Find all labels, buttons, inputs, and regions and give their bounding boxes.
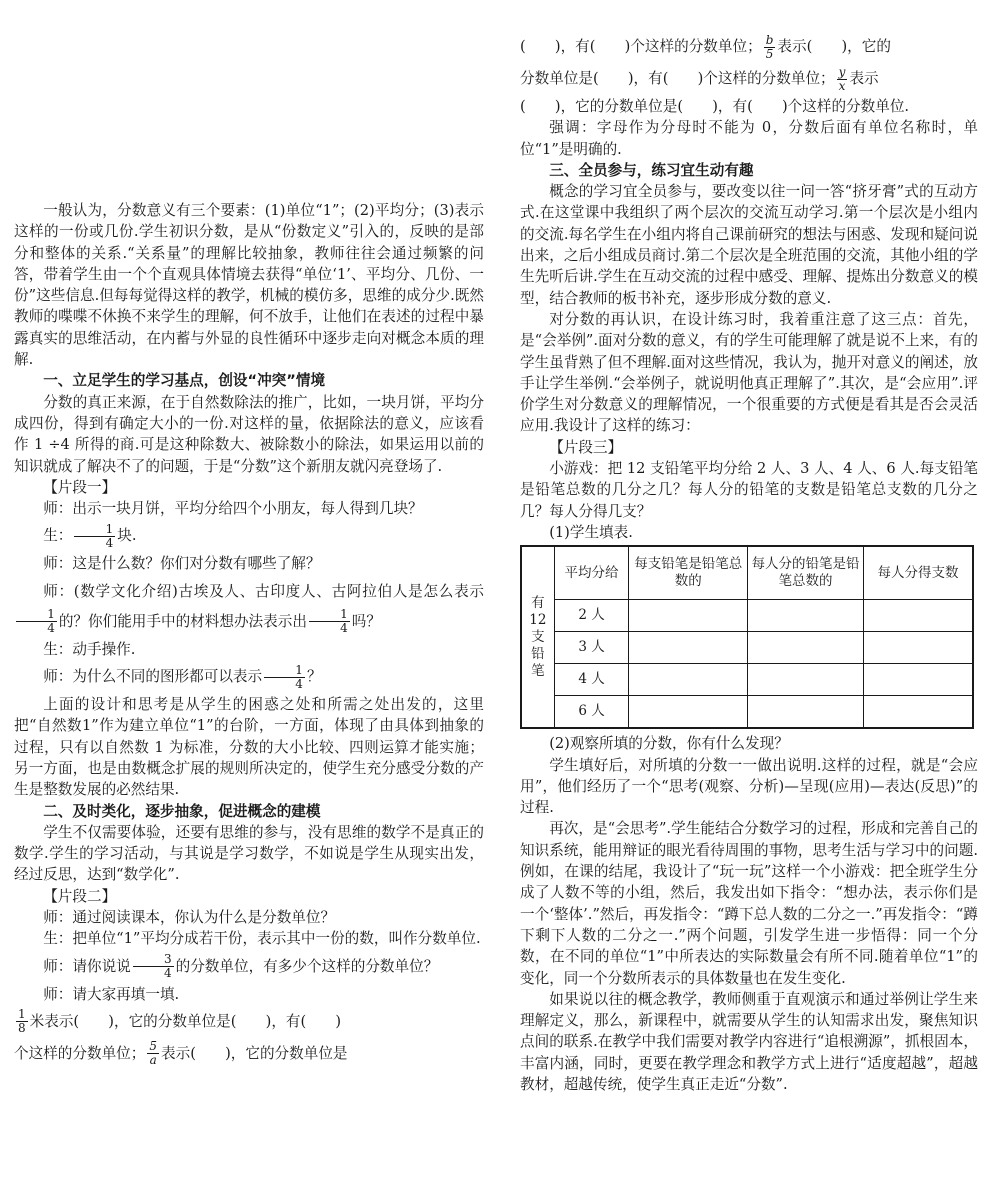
fraction: $\frac{3}{4}$ <box>133 953 174 980</box>
segment-label-3: 【片段三】 <box>549 438 623 456</box>
exercise-line: ( )，有( )个这样的分数单位； $\frac{b}{5}$ 表示( )，它的 <box>520 32 891 61</box>
paragraph: 分数的真正来源，在于自然数除法的推广，比如，一块月饼，平均分成四份，得到有确定大小的一份.对这样的量，依据除法的意义，应该看作 1 ÷4 所得的商.可是这种除数大、被除数小的除法，如果运用以前的知识就成了解决不了的问题，于是“分数”这个新朋友就闪亮登场了. <box>14 393 484 475</box>
table-row <box>521 664 973 696</box>
left-column <box>14 200 484 1071</box>
exercise-line: 个这样的分数单位； $\frac{5}{a}$ 表示( )，它的分数单位是 <box>14 1039 348 1068</box>
dialogue-line: 师：为什么不同的图形都可以表示 $\frac{1}{4}$ ？ <box>43 662 322 691</box>
dialogue-line: 师：出示一块月饼，平均分给四个小朋友，每人得到几块？ <box>43 500 423 518</box>
dialogue-line: 生：动手操作. <box>43 640 136 658</box>
exercise-line: ( )，它的分数单位是( )，有( )个这样的分数单位. <box>520 98 910 115</box>
table-cell <box>863 632 973 664</box>
section-heading-1: 一、立足学生的学习基点，创设“冲突”情境 <box>43 372 326 390</box>
table-cell <box>748 696 864 729</box>
fraction: $\frac{1}{4}$ <box>264 664 305 691</box>
table-header-row <box>521 546 973 600</box>
table-cell <box>748 664 864 696</box>
paragraph: 再次，是“会思考”.学生能结合分数学习的过程，形成和完善自己的知识系统，能用辩证的眼光看待周围的事物，思考生活与学习中的问题.例如，在课的结尾，我设计了“玩一玩”这样一个小游戏：把全班学生分成了人数不等的小组，然后，我发出如下指令：“想办法，表示你们是一个‘整体’.”然后，再发指令：“蹲下总人数的二分之一.”再发指令：“蹲下剩下人数的二分之一.”两个问题，引发学生进一步悟得：同一个分数，在不同的单位“1”中所表达的实际数量会有所不同.随着单位“1”的变化，同一个分数所表示的具体数量也在发生变化. <box>520 820 978 987</box>
fraction: $\frac{1}{4}$ <box>74 523 115 550</box>
table-row <box>521 600 973 632</box>
table-cell <box>748 632 864 664</box>
table-side-label: 有 12 支 铅 笔 <box>521 546 554 728</box>
table-header: 平均分给 <box>554 546 629 600</box>
dialogue-line: 师：这是什么数？你们对分数有哪些了解？ <box>43 555 321 573</box>
question-2: (2)观察所填的分数，你有什么发现？ <box>549 735 789 753</box>
dialogue-line: 生： $\frac{1}{4}$ 块. <box>43 521 137 550</box>
dialogue-line: 师：通过阅读课本，你认为什么是分数单位？ <box>43 909 336 927</box>
fraction: $\frac{1}{8}$ <box>18 1007 26 1036</box>
segment-label-2: 【片段二】 <box>43 887 117 905</box>
table-cell <box>863 600 973 632</box>
exercise-line: 分数单位是( )，有( )个这样的分数单位； $\frac{y}{x}$ 表示 <box>520 64 879 93</box>
dialogue-line: 师：请你说说 $\frac{3}{4}$ 的分数单位，有多少个这样的分数单位？ <box>43 952 439 981</box>
table-cell <box>863 664 973 696</box>
fraction: $\frac{5}{a}$ <box>149 1039 157 1068</box>
game-description: 小游戏：把 12 支铅笔平均分给 2 人、3 人、4 人、6 人.每支铅笔是铅笔总数的几分之几？每人分的铅笔的支数是铅笔总支数的几分之几？每人分得几支？ <box>520 460 978 520</box>
table-cell <box>629 632 748 664</box>
emphasis-note: 强调：字母作为分母时不能为 0，分数后面有单位名称时，单位“1”是明确的. <box>520 119 978 158</box>
table-cell <box>629 600 748 632</box>
table-header: 每人分得支数 <box>863 546 973 600</box>
segment-label-1: 【片段一】 <box>43 478 117 496</box>
table-cell <box>629 664 748 696</box>
dialogue-line: 师：(数学文化介绍)古埃及人、古印度人、古阿拉伯人是怎么表示 $\frac{1}{4}$ 的？你们能用手中的材料想办法表示出 $\frac{1}{4}$ 吗？ <box>14 577 484 637</box>
table-row <box>521 632 973 664</box>
fraction: $\frac{b}{5}$ <box>765 32 774 61</box>
paragraph: 学生填好后，对所填的分数一一做出说明.这样的过程，就是“会应用”，他们经历了一个“思考(观察、分析)—呈现(应用)—表达(反思)”的过程. <box>520 756 978 817</box>
table-cell <box>748 600 864 632</box>
fraction: $\frac{y}{x}$ <box>838 64 846 93</box>
dialogue-line: 生：把单位“1”平均分成若干份，表示其中一份的数，叫作分数单位. <box>43 930 481 948</box>
table-cell: 2 人 <box>554 600 629 632</box>
section-heading-2: 二、及时类化，逐步抽象，促进概念的建模 <box>43 802 321 820</box>
pencil-table <box>520 545 974 729</box>
fraction: $\frac{1}{4}$ <box>16 608 57 635</box>
table-row <box>521 696 973 729</box>
right-column <box>520 30 978 1095</box>
table-cell: 6 人 <box>554 696 629 729</box>
paragraph: 上面的设计和思考是从学生的困惑之处和所需之处出发的，这里把“自然数1”作为建立单位“1”的台阶，一方面，体现了由具体到抽象的过程，只有以自然数 1 为标准，分数的大小比较、四则运算才能实施；另一方面，也是由数概念扩展的规则所决定的，使学生充分感受分数的产生是整数发展的必然结果. <box>14 696 484 799</box>
section-heading-3: 三、全员参与，练习宜生动有趣 <box>549 161 754 179</box>
intro-paragraph: 一般认为，分数意义有三个要素：(1)单位“1”；(2)平均分；(3)表示这样的一份或几份.学生初识分数，是从“份数定义”引入的，反映的是部分和整体的关系.“关系量”的理解比较抽象，教师往往会通过频繁的问答，带着学生由一个个直观具体情境去获得“单位‘1’、平均分、几份、一份”这些信息.但每每觉得这样的教学，机械的模仿多，思维的成分少.既然教师的喋喋不休换不来学生的理解，何不放手，让他们在表述的过程中暴露真实的思维活动，在内蓄与外显的良性循环中逐步走向对概念本质的理解. <box>14 202 484 369</box>
table-cell <box>863 696 973 729</box>
paragraph: 学生不仅需要体验，还要有思维的参与，没有思维的数学不是真正的数学.学生的学习活动，与其说是学习数学，不如说是学生从现实出发，经过反思，达到“数学化”. <box>14 823 484 884</box>
question-1: (1)学生填表. <box>549 523 633 541</box>
dialogue-line: 师：请大家再填一填. <box>43 985 180 1003</box>
table-cell <box>629 696 748 729</box>
paragraph: 如果说以往的概念教学，教师侧重于直观演示和通过举例让学生来理解定义，那么，新课程中，就需要从学生的认知需求出发，聚焦知识点间的联系.在教学中我们需要对教学内容进行“追根溯源”，抓根固本，丰富内涵，同时，更要在教学理念和教学方式上进行“适度超越”，超越教材，超越传统，使学生真正走近“分数”. <box>520 990 978 1093</box>
fraction: $\frac{1}{4}$ <box>309 608 350 635</box>
table-cell: 3 人 <box>554 632 629 664</box>
paragraph: 对分数的再认识，在设计练习时，我着重注意了这三点：首先，是“会举例”.面对分数的意义，有的学生可能理解了就是说不上来，有的学生虽背熟了但不理解.面对这些情况，我认为，抛开对意义的阐述，放手让学生举例.“会举例子，就说明他真正理解了”.其次，是“会应用”.评价学生对分数意义的理解情况，一个很重要的方式便是看其是否会灵活应用.我设计了这样的练习： <box>520 310 978 435</box>
table-header: 每人分的铅笔是铅笔总数的 <box>748 546 864 600</box>
table-cell: 4 人 <box>554 664 629 696</box>
exercise-line: $\frac{1}{8}$ 米表示( )，它的分数单位是( )，有( ) <box>18 1007 342 1036</box>
paragraph: 概念的学习宜全员参与，要改变以往一问一答“挤牙膏”式的互动方式.在这堂课中我组织了两个层次的交流互动学习.第一个层次是小组内的交流.每名学生在小组内将自己课前研究的想法与困惑、发现和疑问说出来，之后小组成员商讨.第二个层次是全班范围的交流，其他小组的学生先听后讲.学生在互动交流的过程中感受、理解、提炼出分数意义的模型，结合教师的板书补充，逐步形成分数的意义. <box>520 183 978 307</box>
table-header: 每支铅笔是铅笔总数的 <box>629 546 748 600</box>
